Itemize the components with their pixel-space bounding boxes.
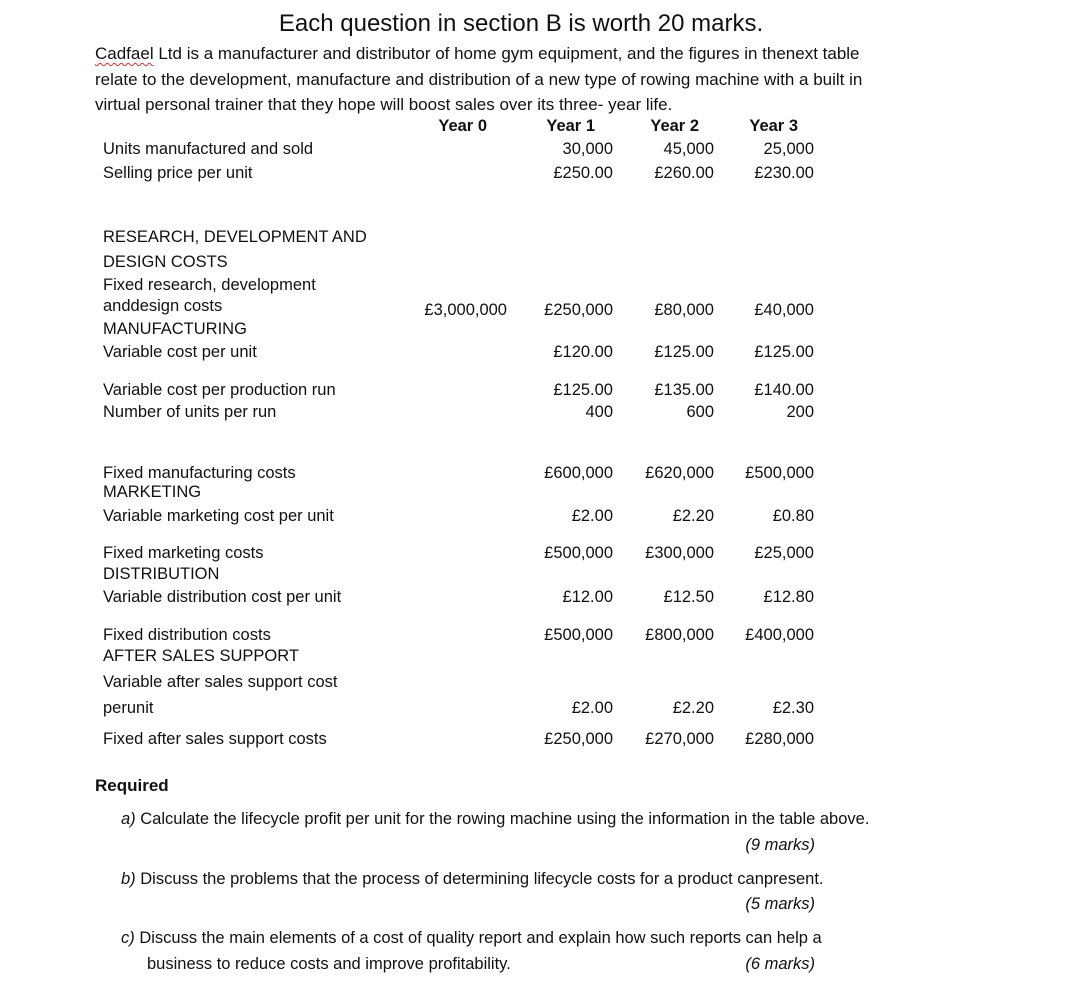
cell-year-2: £125.00 [654,343,714,361]
row-label: Variable cost per unit [103,343,257,361]
cell-year-3: £2.30 [772,699,814,717]
row-label: Fixed distribution costs [103,626,271,644]
row-label: Fixed research, development [103,276,316,294]
cell-year-1: £250,000 [544,730,613,748]
column-header-year-0: Year 0 [438,117,487,135]
cell-year-1: £2.00 [571,507,613,525]
cell-year-2: £270,000 [645,730,714,748]
question-text: c) Discuss the main elements of a cost of quality report and explain how such reports can help a [121,929,822,947]
column-header-year-1: Year 1 [546,117,595,135]
row-label: Selling price per unit [103,164,253,182]
intro-line-2: relate to the development, manufacture and distribution of a new type of rowing machine with a built in [95,70,863,89]
cell-year-3: £500,000 [745,464,814,482]
question-text-cont: business to reduce costs and improve profitability. [147,955,511,973]
cell-year-3: £25,000 [754,544,814,562]
cell-year-1: £250,000 [544,301,613,319]
section-heading: Each question in section B is worth 20 marks. [278,10,764,37]
column-header-year-3: Year 3 [749,117,798,135]
column-header-year-2: Year 2 [650,117,699,135]
question-marks: (5 marks) [745,895,815,913]
cell-year-1: £125.00 [553,381,613,399]
row-label-cont: anddesign costs [103,297,223,315]
question-letter: b) [121,870,136,888]
cell-year-1: £2.00 [571,699,613,717]
section-label-after-sales: AFTER SALES SUPPORT [103,647,299,665]
cell-year-2: £2.20 [672,507,714,525]
cell-year-2: £80,000 [654,301,714,319]
cell-year-3: £230.00 [754,164,814,182]
question-text: b) Discuss the problems that the process of determining lifecycle costs for a product canpresent. [121,870,824,888]
row-label: Variable after sales support cost [103,673,338,691]
row-label-cont: perunit [103,699,154,717]
question-marks: (9 marks) [745,836,815,854]
cell-year-2: £800,000 [645,626,714,644]
cell-year-3: £140.00 [754,381,814,399]
cell-year-1: £120.00 [553,343,613,361]
row-label: Number of units per run [103,403,277,421]
cell-year-1: £500,000 [544,626,613,644]
cell-year-3: £40,000 [754,301,814,319]
cell-year-0: £3,000,000 [424,301,507,319]
intro-line-1 [95,41,860,67]
row-label: Variable distribution cost per unit [103,588,342,606]
cell-year-2: £12.50 [663,588,714,606]
cell-year-3: £400,000 [745,626,814,644]
required-heading: Required [95,776,169,795]
intro-line-1-text: Ltd is a manufacturer and distributor of home gym equipment, and the figures in thenext table [153,44,860,63]
cell-year-1: £500,000 [544,544,613,562]
cell-year-2: £2.20 [672,699,714,717]
cell-year-2: £300,000 [645,544,714,562]
row-label: Units manufactured and sold [103,140,314,158]
intro-line-3: virtual personal trainer that they hope will boost sales over its three- year life. [95,95,673,114]
cell-year-3: £0.80 [772,507,814,525]
row-label: Fixed manufacturing costs [103,464,296,482]
row-label: Variable cost per production run [103,381,336,399]
row-label: Variable marketing cost per unit [103,507,334,525]
cell-year-3: £125.00 [754,343,814,361]
cell-year-3: £12.80 [763,588,814,606]
section-label-manufacturing: MANUFACTURING [103,320,247,338]
cell-year-2: £135.00 [654,381,714,399]
question-letter: a) [121,810,136,828]
cell-year-2: £620,000 [645,464,714,482]
company-name: Cadfael [95,44,154,63]
section-label-distribution: DISTRIBUTION [103,565,220,583]
question-letter: c) [121,929,135,947]
cell-year-1: £250.00 [553,164,613,182]
question-marks: (6 marks) [745,955,815,973]
cell-year-3: 200 [786,403,814,421]
cell-year-1: 30,000 [562,140,613,158]
cell-year-2: 600 [686,403,714,421]
cell-year-2: £260.00 [654,164,714,182]
cell-year-1: £600,000 [544,464,613,482]
section-label-rdd: RESEARCH, DEVELOPMENT AND [103,228,367,246]
cell-year-3: £280,000 [745,730,814,748]
question-text: a) Calculate the lifecycle profit per unit for the rowing machine using the information in the table above. [121,810,870,828]
cell-year-1: £12.00 [562,588,613,606]
cell-year-2: 45,000 [663,140,714,158]
section-label-marketing: MARKETING [103,483,202,501]
row-label: Fixed marketing costs [103,544,264,562]
cell-year-1: 400 [585,403,613,421]
cell-year-3: 25,000 [763,140,814,158]
section-label-rdd-2: DESIGN COSTS [103,253,228,271]
row-label: Fixed after sales support costs [103,730,327,748]
